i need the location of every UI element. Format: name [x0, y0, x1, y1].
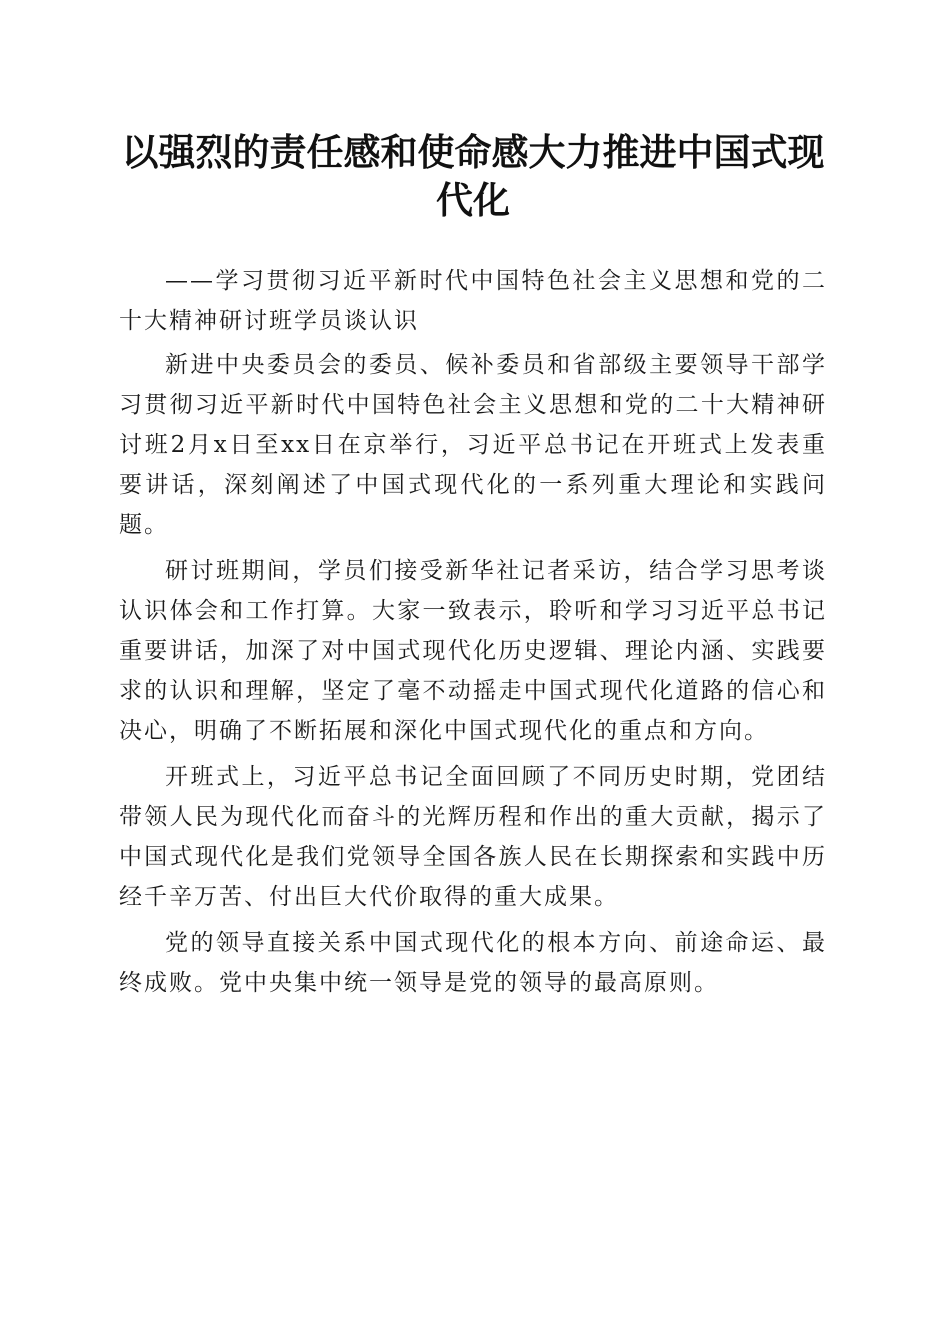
paragraph-3: 开班式上，习近平总书记全面回顾了不同历史时期，党团结带领人民为现代化而奋斗的光辉历程和作出的重大贡献，揭示了中国式现代化是我们党领导全国各族人民在长期探索和实践中历经千辛万苦、付出巨大代价取得的重大成果。: [119, 764, 827, 910]
document-page: [119, 128, 827, 1003]
document-subtitle: ——学习贯彻习近平新时代中国特色社会主义思想和党的二十大精神研讨班学员谈认识: [119, 268, 827, 334]
paragraph-2: 研讨班期间，学员们接受新华社记者采访，结合学习思考谈认识体会和工作打算。大家一致表示，聆听和学习习近平总书记重要讲话，加深了对中国式现代化历史逻辑、理论内涵、实践要求的认识和理解，坚定了毫不动摇走中国式现代化道路的信心和决心，明确了不断拓展和深化中国式现代化的重点和方向。: [119, 558, 827, 744]
paragraph-4: 党的领导直接关系中国式现代化的根本方向、前途命运、最终成败。党中央集中统一领导是党的领导的最高原则。: [119, 930, 827, 996]
paragraph-1: 新进中央委员会的委员、候补委员和省部级主要领导干部学习贯彻习近平新时代中国特色社会主义思想和党的二十大精神研讨班2月x日至xx日在京举行，习近平总书记在开班式上发表重要讲话，深刻阐述了中国式现代化的一系列重大理论和实践问题。: [119, 352, 827, 538]
document-title: 以强烈的责任感和使命感大力推进中国式现代化: [121, 130, 825, 222]
